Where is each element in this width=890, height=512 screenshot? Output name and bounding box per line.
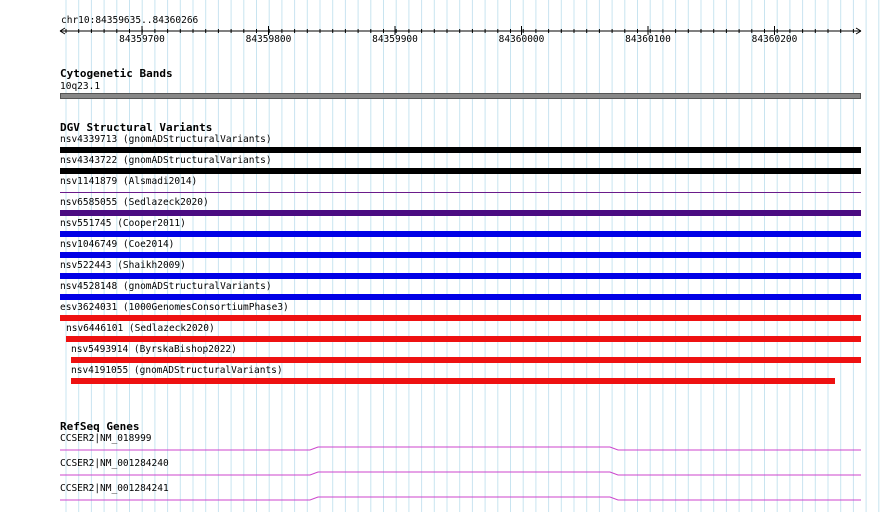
cytoband-label: 10q23.1 [60,81,101,92]
dgv-variant-label: nsv1046749 (Coe2014) [60,239,175,250]
dgv-variant-label: nsv5493914 (ByrskaBishop2022) [71,344,237,355]
refseq-gene-model [60,497,861,500]
ruler-tick-label: 84360000 [498,34,545,45]
ruler-tick-label: 84360100 [625,34,671,45]
cytoband-track-title: Cytogenetic Bands [60,67,173,80]
refseq-gene-label: CCSER2|NM_018999 [60,433,152,444]
dgv-variant-label: nsv4343722 (gnomADStructuralVariants) [60,155,272,166]
refseq-gene-model [60,472,861,475]
refseq-track-title: RefSeq Genes [60,420,140,433]
dgv-variant-label: nsv1141879 (Alsmadi2014) [60,176,198,187]
ruler-tick-label: 84359700 [119,34,165,45]
dgv-variant-label: esv3624031 (1000GenomesConsortiumPhase3) [60,302,289,313]
refseq-gene-label: CCSER2|NM_001284240 [60,458,169,469]
ruler-tick-label: 84359900 [372,34,418,45]
dgv-track-title: DGV Structural Variants [60,121,213,134]
dgv-variant-label: nsv4339713 (gnomADStructuralVariants) [60,134,272,145]
dgv-variant-label: nsv6585055 (Sedlazeck2020) [60,197,209,208]
dgv-variant-label: nsv4191055 (gnomADStructuralVariants) [71,365,283,376]
dgv-variant-label: nsv522443 (Shaikh2009) [60,260,186,271]
refseq-gene-label: CCSER2|NM_001284241 [60,483,169,494]
dgv-variant-label: nsv6446101 (Sedlazeck2020) [66,323,215,334]
refseq-gene-model [60,447,861,450]
dgv-variant-label: nsv4528148 (gnomADStructuralVariants) [60,281,272,292]
location-label: chr10:84359635..84360266 [61,15,199,26]
ruler-tick-label: 84359800 [245,34,292,45]
dgv-variant-label: nsv551745 (Cooper2011) [60,218,186,229]
ruler-tick-label: 84360200 [751,34,798,45]
